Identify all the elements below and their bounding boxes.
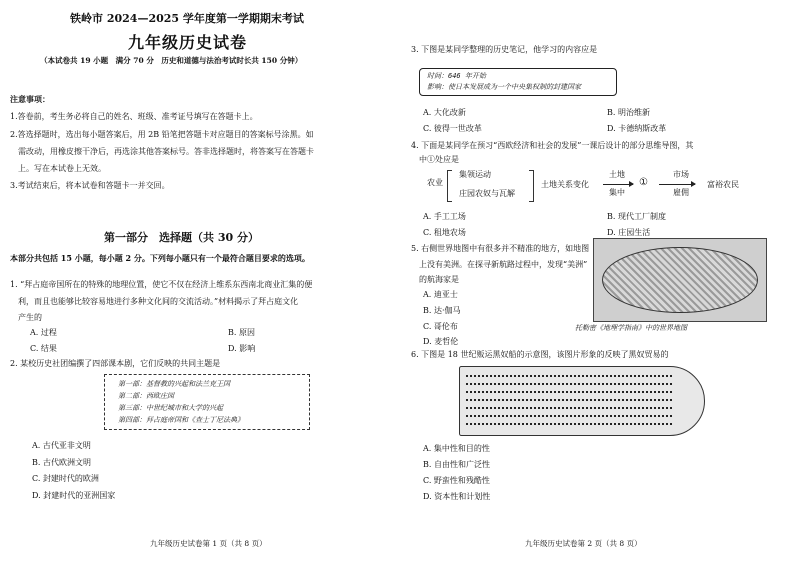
- q2-option-c: C. 封建时代的欧洲: [32, 474, 99, 483]
- notice-line: 需改动，用橡皮擦干净后，再选涂其他答案标号。答非选择题时，将答案写在答题卡: [10, 147, 314, 156]
- flow-start: 农业: [427, 178, 443, 187]
- q2-box-line: 第三部：中世纪城市和大学的兴起: [118, 404, 223, 412]
- q4-line: 4. 下面是某同学在预习“西欧经济和社会的发展”一课后设计的部分思维导图，其: [411, 141, 694, 150]
- q1-line: 利，而且也能够比较容易地进行多种文化间的交流活动。”材料揭示了拜占庭文化: [10, 297, 299, 306]
- q3-option-c: C. 彼得一世改革: [423, 124, 482, 133]
- flow-middle: 土地关系变化: [541, 180, 589, 189]
- q4-option-c: C. 租地农场: [423, 228, 466, 237]
- q4-option-a: A. 手工工场: [423, 212, 466, 221]
- q3-option-b: B. 明治维新: [607, 108, 650, 117]
- exam-title: 铁岭市 2024—2025 学年度第一学期期末考试: [70, 12, 304, 25]
- q4-line: 中①处应是: [411, 155, 459, 164]
- q3-note-line: 影响：使日本发展成为一个中央集权制的封建国家: [427, 83, 581, 91]
- notice-line: 3.考试结束后，将本试卷和答题卡一并交回。: [10, 181, 170, 190]
- page-footer: 九年级历史试卷第 1 页（共 8 页）: [150, 539, 267, 548]
- q6-option-b: B. 自由性和广泛性: [423, 460, 490, 469]
- page-right: [397, 0, 794, 561]
- flow-brace: [447, 170, 452, 202]
- q4-option-d: D. 庄园生活: [607, 228, 651, 237]
- flow-concentrate: 集中: [609, 188, 625, 197]
- q3-option-a: A. 大化改新: [423, 108, 466, 117]
- paper-title: 九年级历史试卷: [128, 33, 248, 52]
- q5-option-b: B. 达·伽马: [423, 306, 461, 315]
- map-caption: 托勒密《地理学指南》中的世界地图: [575, 324, 687, 332]
- page-footer: 九年级历史试卷第 2 页（共 8 页）: [525, 539, 642, 548]
- notice-line: 2.答选择题时，选出每小题答案后，用 2B 铅笔把答题卡对应题目的答案标号涂黑。如: [10, 130, 314, 139]
- flow-land: 土地: [609, 170, 625, 179]
- exam-subtitle: （本试卷共 19 小题 满分 70 分 历史和道德与法治考试时长共 150 分钟）: [40, 56, 303, 65]
- section-desc: 本部分共包括 15 小题，每小题 2 分。下列每小题只有一个最符合题目要求的选项。: [10, 253, 310, 263]
- q1-line: 1. “拜占庭帝国所在的特殊的地理位置，使它不仅在经济上维系东西南北商业汇集的便: [10, 280, 313, 289]
- flow-employ: 雇佣: [673, 188, 689, 197]
- q3-stem: 3. 下图是某同学整理的历史笔记，他学习的内容应是: [411, 45, 598, 54]
- ptolemy-world-map-image: [593, 238, 767, 322]
- q3-option-d: D. 卡德纳斯改革: [607, 124, 667, 133]
- slave-ship-diagram-image: [459, 366, 705, 436]
- q6-option-a: A. 集中性和目的性: [423, 444, 490, 453]
- q2-box-line: 第二部：西欧庄园: [118, 392, 174, 400]
- flow-circle: ①: [639, 177, 648, 188]
- flow-brace: [529, 170, 534, 202]
- q5-line: 上没有美洲。在探寻新航路过程中，发现“美洲”: [411, 260, 588, 269]
- q2-option-a: A. 古代亚非文明: [32, 441, 91, 450]
- q2-box-line: 第一部：基督教的兴起和法兰克王国: [118, 380, 230, 388]
- q5-line: 5. 右侧世界地图中有很多并不精准的地方，如地图: [411, 244, 590, 253]
- q2-stem: 2. 某校历史社团编撰了四部课本剧，它们反映的共同主题是: [10, 359, 221, 368]
- q6-stem: 6. 下图是 18 世纪贩运黑奴船的示意图，该图片形象的反映了黑奴贸易的: [411, 350, 669, 359]
- q2-option-b: B. 古代欧洲文明: [32, 458, 91, 467]
- notice-line: 1.答卷前，考生务必将自己的姓名、班级、准考证号填写在答题卡上。: [10, 112, 258, 121]
- map-oval: [602, 247, 758, 313]
- flow-arrow: [659, 184, 695, 185]
- q6-option-d: D. 资本性和计划性: [423, 492, 491, 501]
- q1-option-a: A. 过程: [30, 328, 57, 337]
- q5-option-c: C. 哥伦布: [423, 322, 458, 331]
- flow-market: 市场: [673, 170, 689, 179]
- q5-option-a: A. 迪亚士: [423, 290, 458, 299]
- q3-note-line: 时间：646 年开始: [427, 72, 486, 80]
- flow-branch2: 庄园农奴与瓦解: [459, 189, 515, 198]
- q5-option-d: D. 麦哲伦: [423, 337, 459, 346]
- flow-end: 富裕农民: [707, 180, 739, 189]
- q4-option-b: B. 现代工厂制度: [607, 212, 666, 221]
- q1-option-d: D. 影响: [228, 344, 256, 353]
- flow-arrow: [603, 184, 633, 185]
- q1-option-c: C. 结果: [30, 344, 57, 353]
- section-title: 第一部分 选择题（共 30 分）: [104, 231, 259, 244]
- q2-box-line: 第四部：拜占庭帝国和《查士丁尼法典》: [118, 416, 244, 424]
- q5-line: 的航海家是: [411, 275, 459, 284]
- q2-option-d: D. 封建时代的亚洲国家: [32, 491, 116, 500]
- flow-branch1: 集领运动: [459, 170, 491, 179]
- q1-option-b: B. 原因: [228, 328, 255, 337]
- notice-heading: 注意事项：: [10, 94, 50, 104]
- q1-line: 产生的: [10, 313, 42, 322]
- notice-line: 上。写在本试卷上无效。: [10, 164, 106, 173]
- q6-option-c: C. 野蛮性和残酷性: [423, 476, 490, 485]
